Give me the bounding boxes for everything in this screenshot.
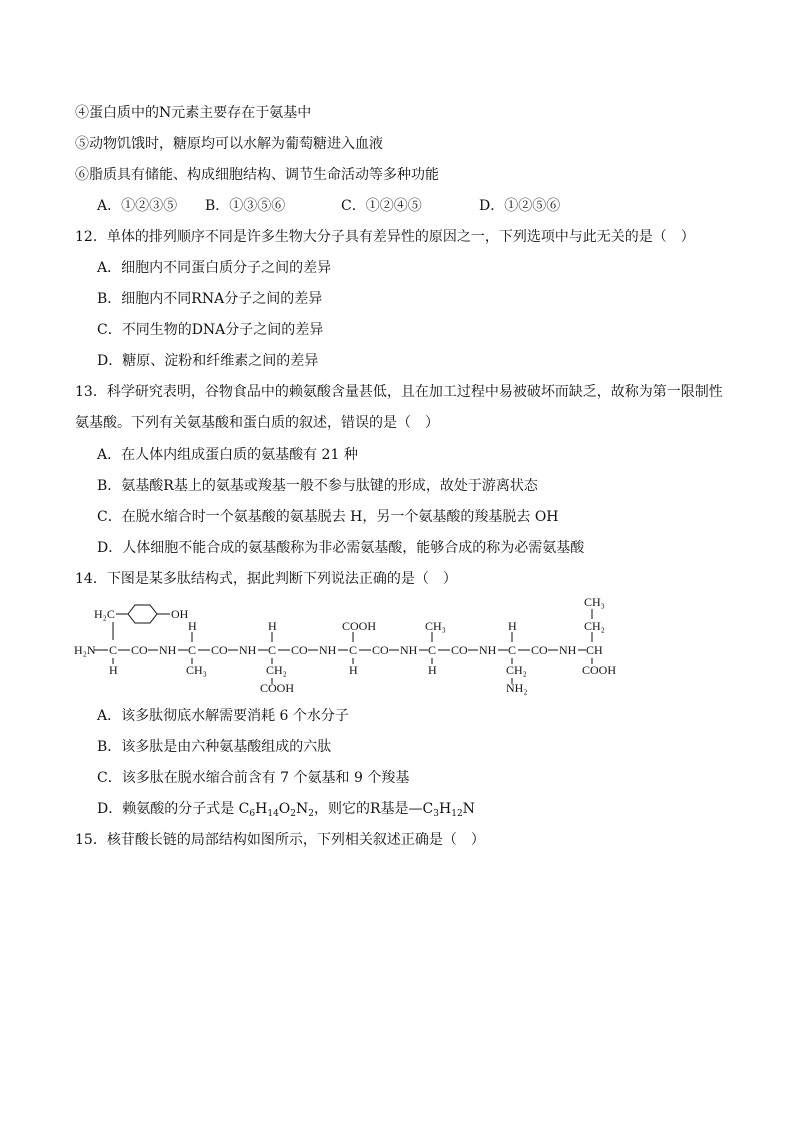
formula-h-count: 14 [267,809,279,819]
diagram-h-1: H [109,663,118,677]
formula-h-label: H [255,801,268,817]
diagram-nh-3: NH [319,643,337,657]
q13-stem-line2: 氨基酸。下列有关氨基酸和蛋白质的叙述，错误的是（ ） [75,415,439,431]
q11-option-c[interactable]: C．①②④⑤ [341,198,422,214]
diagram-c-1: C [109,643,118,657]
diagram-nh-4: NH [400,643,418,657]
q11-option-d[interactable]: D．①②⑤⑥ [479,198,561,214]
q12-option-c[interactable]: C．不同生物的DNA分子之间的差异 [97,322,324,338]
diagram-ch3-2: CH₃ [425,619,446,633]
diagram-nh-5: NH [479,643,497,657]
diagram-h2c: H₂C [94,607,115,621]
diagram-h-5: H [428,663,437,677]
q12-stem: 12．单体的排列顺序不同是许多生物大分子具有差异性的原因之一，下列选项中与此无关的是（ ） [75,229,695,245]
diagram-h2n: H₂N [74,643,96,657]
q13-option-a[interactable]: A．在人体内组成蛋白质的氨基酸有 21 种 [97,447,358,463]
statement-4: ④蛋白质中的N元素主要存在于氨基中 [75,105,312,121]
diagram-nh-1: NH [159,643,177,657]
diagram-c-3: C [268,643,277,657]
diagram-cooh-1: COOH [260,681,295,695]
diagram-ch2-2: CH₂ [506,663,527,677]
diagram-co-5: CO [451,643,468,657]
diagram-co-2: CO [211,643,228,657]
benzene-ring [128,605,157,623]
diagram-c-2: C [188,643,197,657]
diagram-nh-6: NH [559,643,577,657]
r-group-h-count: 12 [451,809,463,819]
diagram-ch3-1: CH₃ [186,663,207,677]
diagram-h-3: H [268,619,277,633]
q15-stem: 15．核苷酸长链的局部结构如图所示，下列相关叙述正确是（ ） [75,832,485,848]
diagram-co-4: CO [372,643,389,657]
diagram-c-5: C [428,643,437,657]
formula-o-count: 2 [290,809,297,819]
q11-option-b[interactable]: B．①③⑤⑥ [205,198,286,214]
statement-6: ⑥脂质具有储能、构成细胞结构、调节生命活动等多种功能 [75,167,439,183]
formula-o-label: O [278,801,291,817]
diagram-cooh-2: COOH [342,619,377,633]
r-group-h-label: H [439,801,452,817]
diagram-nh-2: NH [239,643,257,657]
formula-c-count: 6 [249,809,256,819]
tyrosine-side-chain [94,605,189,640]
diagram-h-4: H [349,663,358,677]
q12-option-d[interactable]: D．糖原、淀粉和纤维素之间的差异 [97,353,319,369]
diagram-c-4: C [349,643,358,657]
q11-option-a[interactable]: A．①②③⑤ [97,198,178,214]
q14-option-d-text-a: D．赖氨酸的分子式是 C [97,801,250,817]
diagram-h-2: H [188,619,197,633]
diagram-ch2-1: CH₂ [266,663,287,677]
q14-option-c[interactable]: C．该多肽在脱水缩合前含有 7 个氨基和 9 个羧基 [97,770,410,786]
diagram-h-6: H [508,619,517,633]
formula-n-label: N [296,801,309,817]
diagram-nh2: NH₂ [506,681,528,695]
q12-option-a[interactable]: A．细胞内不同蛋白质分子之间的差异 [97,260,332,276]
diagram-co-1: CO [131,643,148,657]
diagram-ch2-3: CH₂ [584,619,605,633]
diagram-oh: OH [171,607,189,621]
q13-option-c[interactable]: C．在脱水缩合时一个氨基酸的氨基脱去 H，另一个氨基酸的羧基脱去 OH [97,509,559,525]
statement-5: ⑤动物饥饿时，糖原均可以水解为葡萄糖进入血液 [75,136,383,152]
diagram-ch3-3: CH₃ [584,595,605,609]
q14-stem: 14．下图是某多肽结构式，据此判断下列说法正确的是（ ） [75,571,457,587]
q14-option-d-text-b: ，则它的R基是—C [314,801,434,817]
q14-option-b[interactable]: B．该多肽是由六种氨基酸组成的六肽 [97,739,332,755]
diagram-ch: CH [586,643,603,657]
diagram-c-6: C [508,643,517,657]
q13-option-d[interactable]: D．人体细胞不能合成的氨基酸称为非必需氨基酸，能够合成的称为必需氨基酸 [97,540,585,556]
r-group-n-label: N [462,801,475,817]
diagram-cooh-3: COOH [582,663,617,677]
q11-options [97,197,560,215]
polypeptide-structure-diagram [70,592,650,702]
q13-stem-line1: 13．科学研究表明，谷物食品中的赖氨酸含量甚低，且在加工过程中易被破坏而缺乏，故称为第一限制性 [75,384,723,400]
q14-option-a[interactable]: A．该多肽彻底水解需要消耗 6 个水分子 [97,708,349,724]
formula-n-count: 2 [308,809,314,819]
diagram-co-3: CO [291,643,308,657]
diagram-co-6: CO [531,643,548,657]
q14-option-d[interactable] [97,800,475,818]
q13-option-b[interactable]: B．氨基酸R基上的氨基或羧基一般不参与肽键的形成，故处于游离状态 [97,478,538,494]
q12-option-b[interactable]: B．细胞内不同RNA分子之间的差异 [97,291,323,307]
r-group-c-count: 3 [433,809,439,819]
